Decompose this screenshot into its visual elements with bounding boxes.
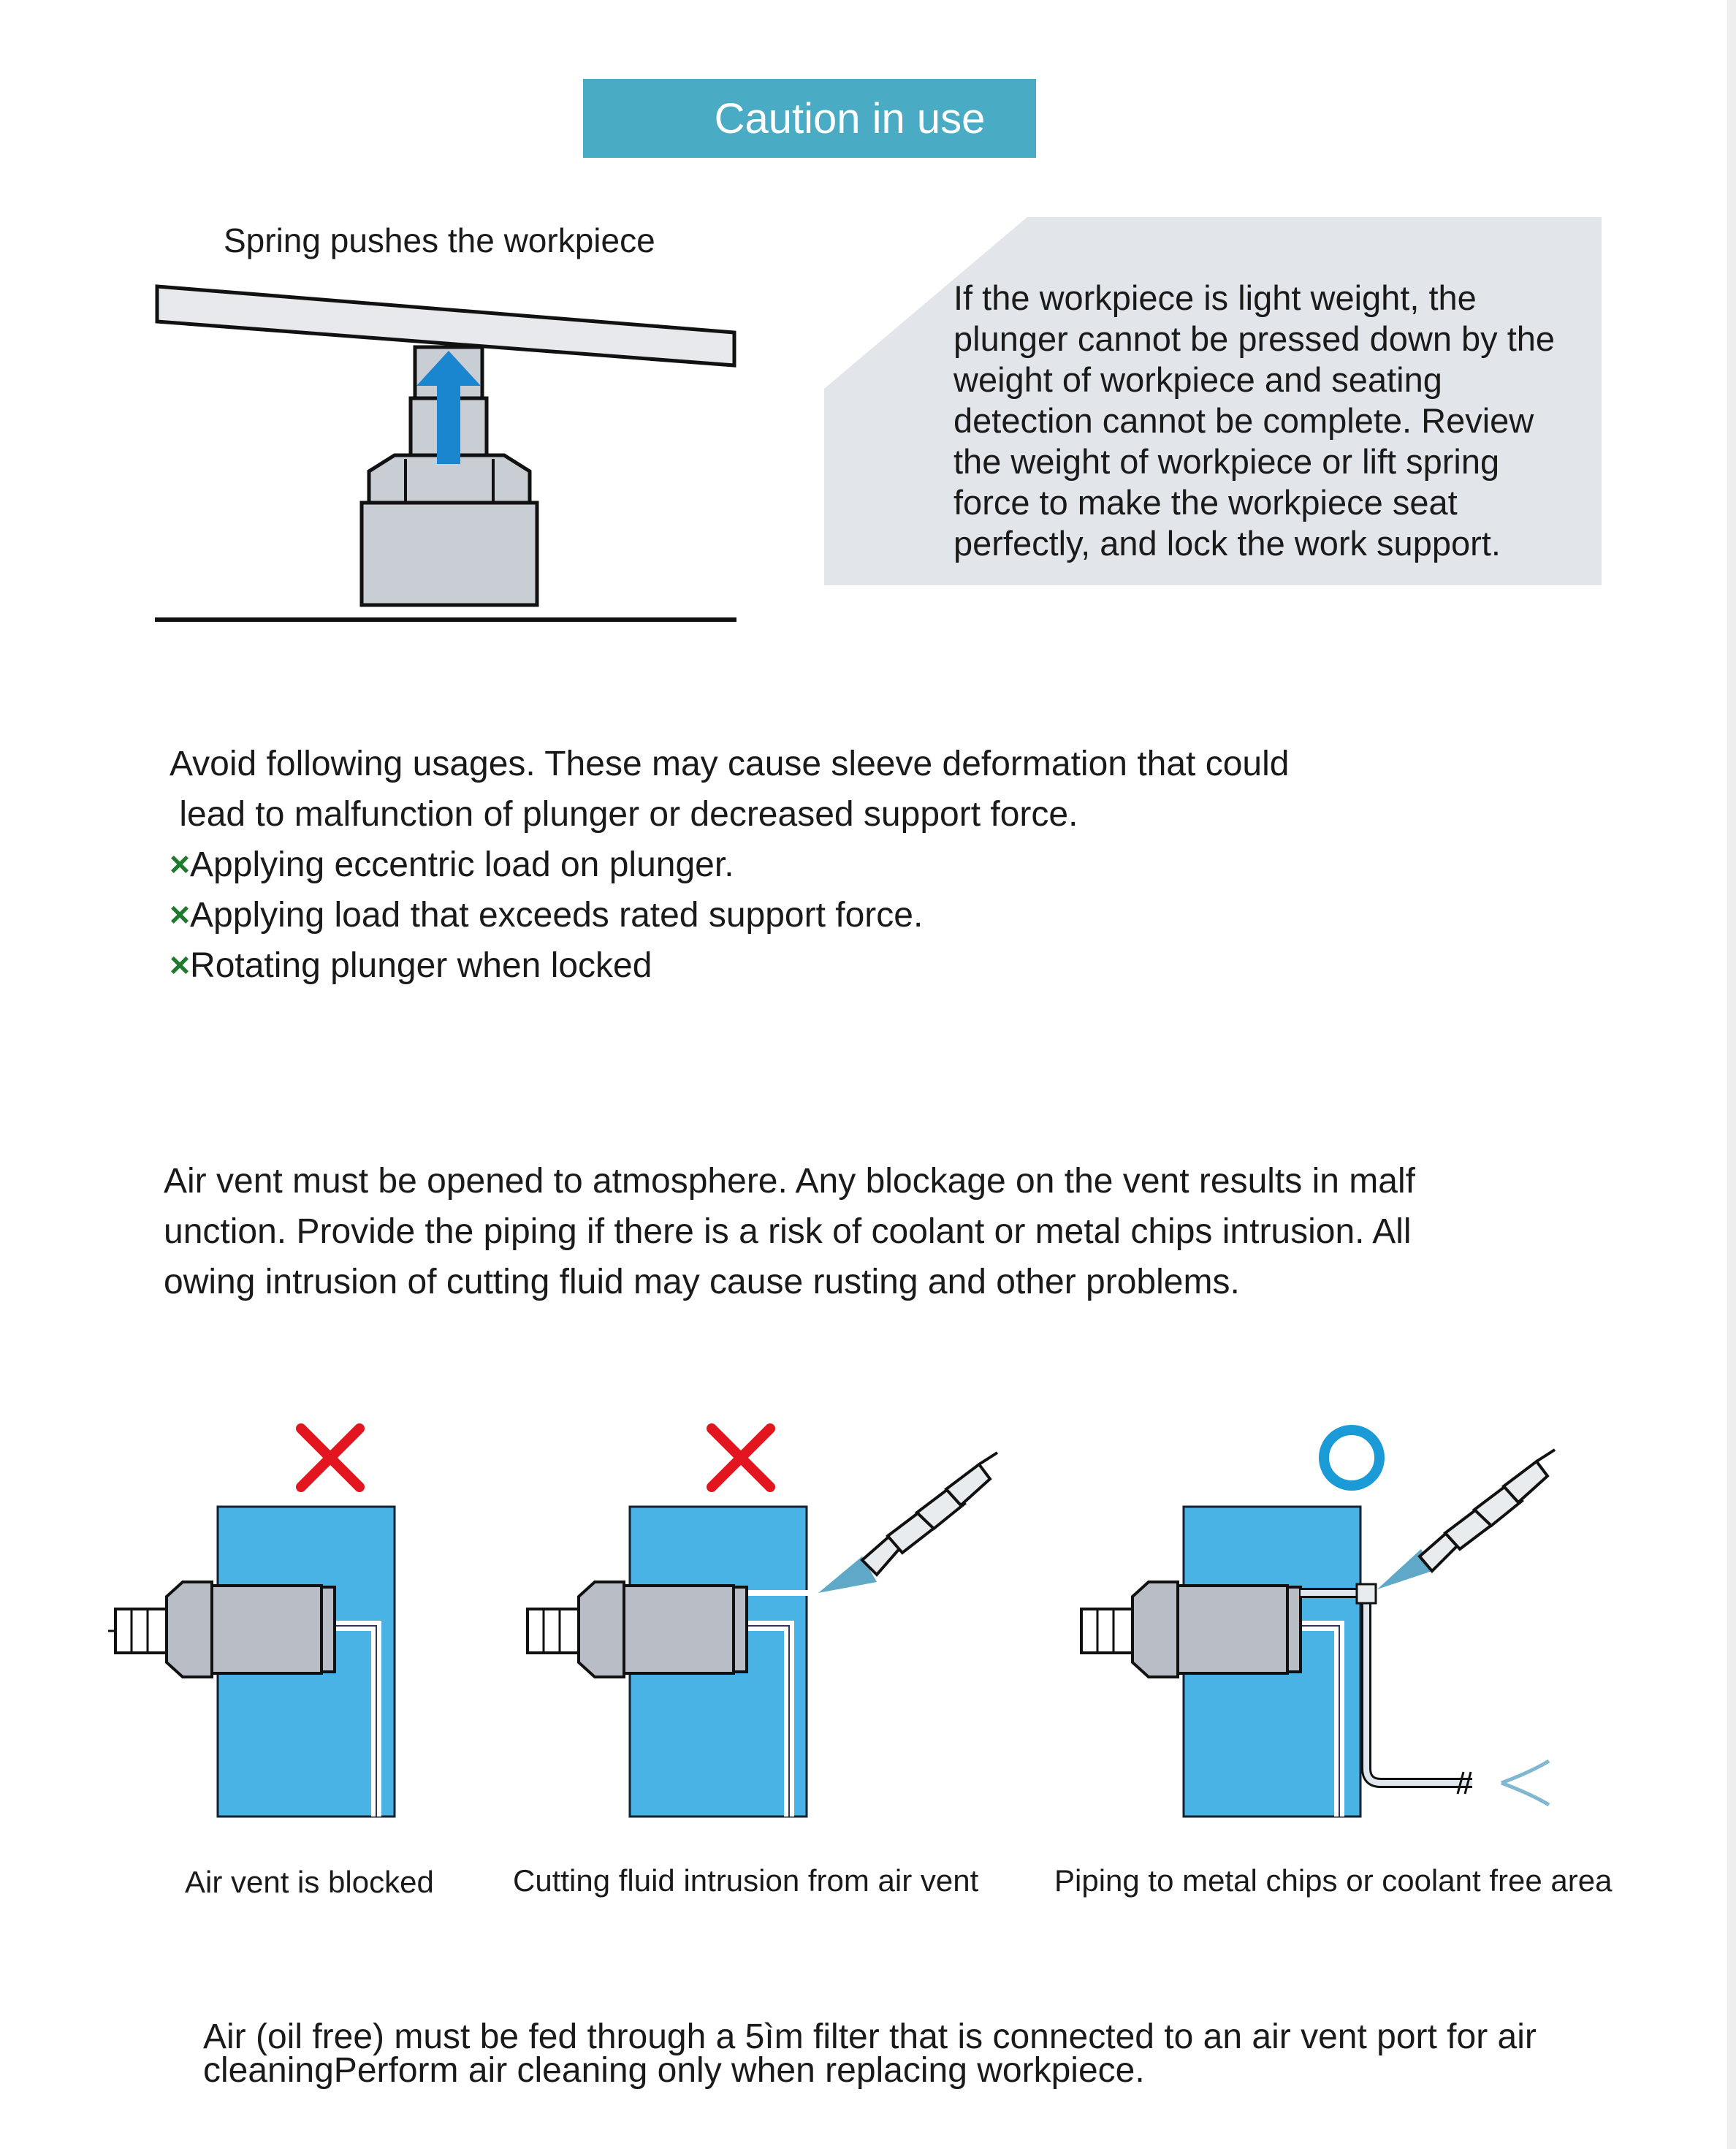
section-banner: [583, 79, 1036, 158]
note-line: If the workpiece is light weight, the: [953, 278, 1477, 317]
work-support-unit: [108, 1582, 335, 1677]
avoid-bullet: ×Applying eccentric load on plunger.: [170, 845, 734, 884]
note-box-text: [953, 278, 1611, 564]
ng-cross-icon: [712, 1429, 770, 1487]
cross-icon: ×: [170, 946, 191, 985]
note-line: perfectly, and lock the work support.: [953, 524, 1501, 563]
avoid-section: [170, 739, 1289, 991]
air-vent-line: unction. Provide the piping if there is a risk of coolant or metal chips intrusion. All: [164, 1212, 1412, 1251]
air-vent-line: owing intrusion of cutting fluid may cause rusting and other problems.: [164, 1263, 1240, 1301]
avoid-bullet: ×Rotating plunger when locked: [170, 946, 652, 985]
cross-icon: ×: [170, 896, 191, 935]
spring-diagram-label: Spring pushes the workpiece: [224, 221, 655, 259]
figure-cutting-fluid-intrusion: [511, 1418, 1008, 1827]
ng-cross-icon: [301, 1429, 359, 1487]
avoid-bullet: ×Applying load that exceeds rated support force.: [170, 896, 924, 935]
spring-diagram: [146, 270, 745, 628]
note-line: weight of workpiece and seating: [953, 360, 1442, 399]
cross-icon: ×: [170, 845, 191, 884]
support-body: [362, 503, 537, 605]
avoid-intro-line: lead to malfunction of plunger or decreased support force.: [170, 795, 1078, 834]
figure-caption: Piping to metal chips or coolant free area: [1054, 1863, 1613, 1898]
figure-caption: Cutting fluid intrusion from air vent: [513, 1863, 979, 1898]
ok-circle-icon: [1324, 1430, 1379, 1486]
banner-title: Caution in use: [714, 94, 986, 142]
avoid-intro-line: Avoid following usages. These may cause sleeve deformation that could: [170, 745, 1290, 783]
note-line: the weight of workpiece or lift spring: [953, 442, 1500, 481]
figure-air-vent-blocked: [102, 1418, 482, 1827]
bottom-note-line: cleaningPerform air cleaning only when replacing workpiece.: [203, 2051, 1145, 2090]
figure-piping-ok: [1063, 1418, 1575, 1827]
work-support-unit: [528, 1582, 747, 1677]
spray-nozzle-icon: [818, 1453, 997, 1593]
air-vent-line: Air vent must be opened to atmosphere. Any blockage on the vent results in malf: [164, 1162, 1415, 1201]
bottom-note: [203, 2017, 1537, 2090]
bottom-note-line: Air (oil free) must be fed through a 5ìm filter that is connected to an air vent port for air: [203, 2017, 1537, 2056]
figure-caption: Air vent is blocked: [185, 1865, 434, 1899]
note-line: detection cannot be complete. Review: [953, 401, 1534, 440]
note-line: plunger cannot be pressed down by the: [953, 319, 1556, 358]
page-edge-bar: [1727, 0, 1736, 2149]
spray-nozzle-icon: [1377, 1450, 1555, 1589]
air-vent-section: [164, 1156, 1415, 1307]
work-support-unit: [1081, 1582, 1301, 1677]
note-line: force to make the workpiece seat: [953, 483, 1458, 522]
